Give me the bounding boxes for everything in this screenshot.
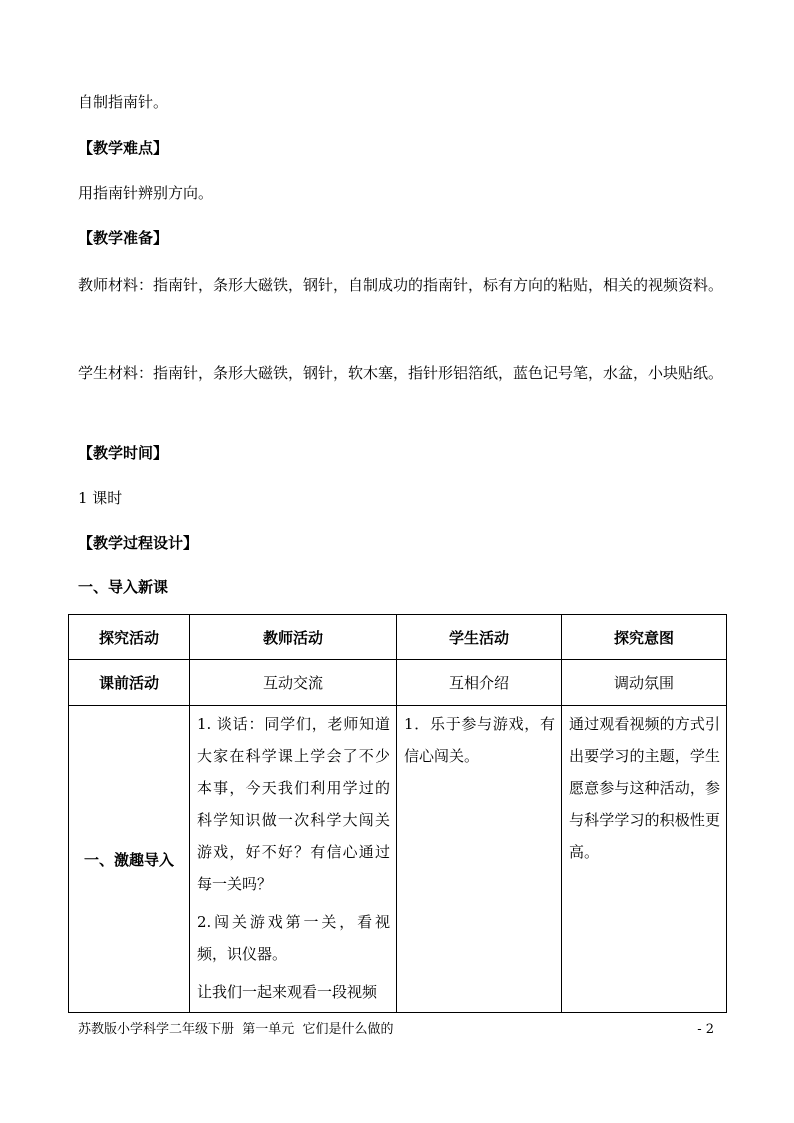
intro-tail-text: 自制指南针。 [78, 93, 169, 111]
header-cell: 学生活动 [397, 615, 562, 660]
difficulty-text: 用指南针辨别方向。 [78, 184, 214, 202]
page-footer [78, 1020, 714, 1040]
student-activity-cell [397, 706, 562, 1013]
teacher-paragraph: 1. 谈话：同学们，老师知道大家在科学课上学会了不少本事，今天我们利用学过的科学知识做一次科学大闯关游戏，好不好？有信心通过每一关吗？ [197, 715, 390, 893]
teacher-activity-cell: 互动交流 [190, 660, 397, 706]
time-heading: 【教学时间】 [78, 444, 169, 462]
page-number: - 2 [697, 1022, 714, 1037]
student-activity-cell: 互相介绍 [397, 660, 562, 706]
header-cell: 探究活动 [69, 615, 190, 660]
teacher-paragraph: 2.闯关游戏第一关，看视频，识仪器。 [197, 913, 390, 963]
header-cell: 教师活动 [190, 615, 397, 660]
header-cell: 探究意图 [562, 615, 727, 660]
teacher-paragraph: 让我们一起来观看一段视频 [197, 983, 378, 1001]
student-materials: 学生材料：指南针，条形大磁铁，钢针，软木塞，指针形铝箔纸，蓝色记号笔，水盆，小块贴纸。 [78, 364, 724, 382]
stage-cell: 一、激趣导入 [69, 706, 190, 1013]
intent-cell [562, 706, 727, 1013]
intent-cell: 调动氛围 [562, 660, 727, 706]
table-header-row [69, 615, 727, 660]
lesson-table [68, 614, 727, 1013]
table-row [69, 706, 727, 1013]
intent-text: 通过观看视频的方式引出要学习的主题，学生愿意参与这种活动，参与科学学习的积极性更高。 [569, 715, 720, 861]
table-row [69, 660, 727, 706]
time-text: 1 课时 [78, 489, 123, 507]
process-heading: 【教学过程设计】 [78, 534, 199, 552]
footer-text: 苏教版小学科学二年级下册 第一单元 它们是什么做的 [78, 1022, 394, 1037]
teacher-activity-cell [190, 706, 397, 1013]
section-title: 一、导入新课 [78, 578, 169, 596]
prep-heading: 【教学准备】 [78, 229, 169, 247]
teacher-materials: 教师材料：指南针，条形大磁铁，钢针，自制成功的指南针，标有方向的粘贴，相关的视频资料。 [78, 276, 724, 294]
stage-cell: 课前活动 [69, 660, 190, 706]
difficulty-heading: 【教学难点】 [78, 139, 169, 157]
student-activity-text: 1．乐于参与游戏，有信心闯关。 [404, 715, 555, 765]
